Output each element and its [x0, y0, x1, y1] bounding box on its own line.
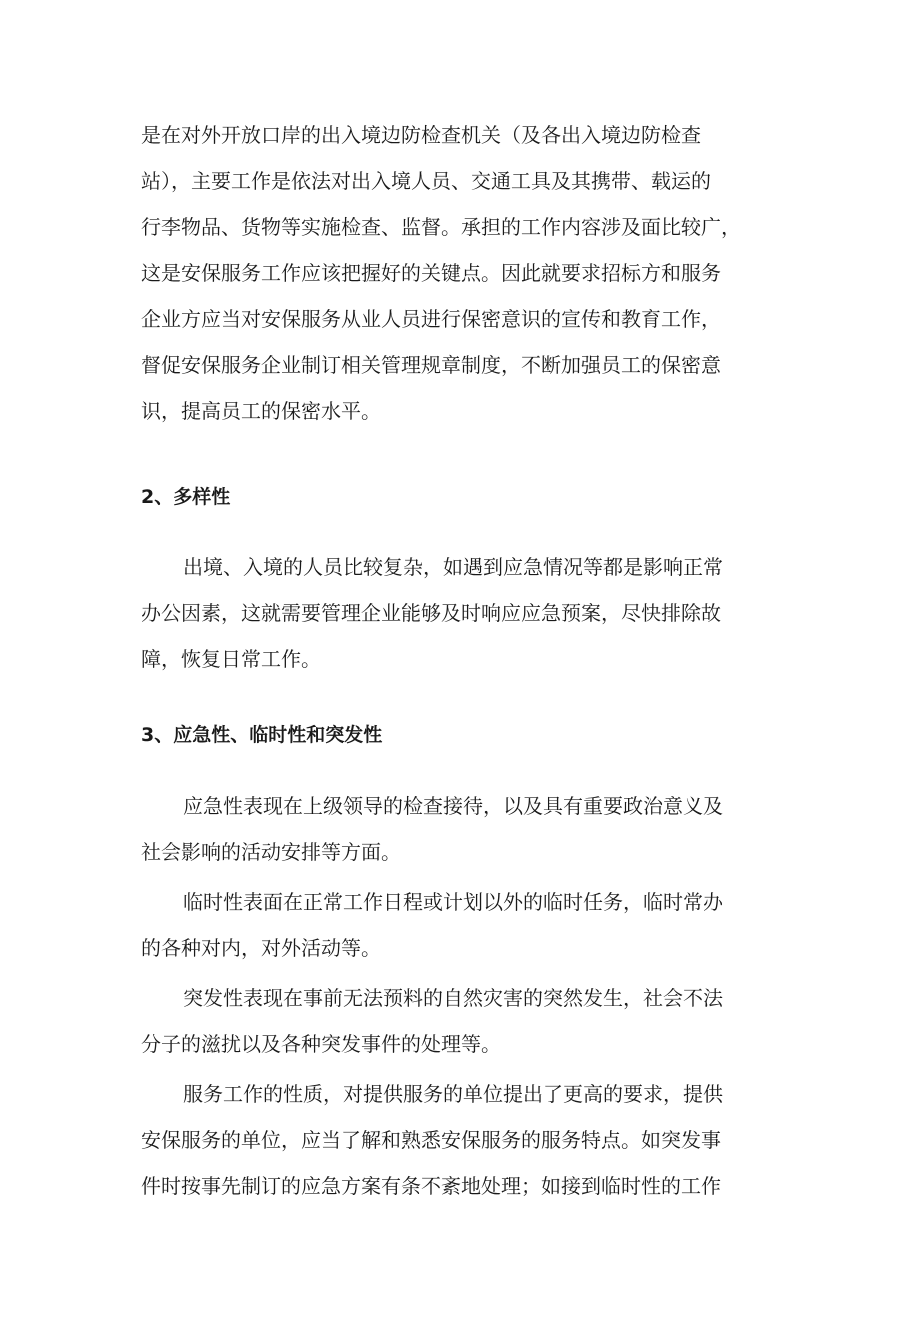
text-line: 行李物品、货物等实施检查、监督。承担的工作内容涉及面比较广，	[141, 215, 741, 239]
text-line: 临时性表面在正常工作日程或计划以外的临时任务，临时常办	[183, 890, 723, 914]
text-line: 分子的滋扰以及各种突发事件的处理等。	[141, 1032, 501, 1056]
text-line: 企业方应当对安保服务从业人员进行保密意识的宣传和教育工作，	[141, 307, 721, 331]
paragraph-sudden	[141, 975, 781, 1067]
paragraph-diversity	[141, 544, 781, 682]
text-line: 社会影响的活动安排等方面。	[141, 840, 401, 864]
text-line: 办公因素，这就需要管理企业能够及时响应应急预案，尽快排除故	[141, 601, 721, 625]
section-heading-emergency: 3、应急性、临时性和突发性	[141, 724, 383, 746]
text-line: 的各种对内，对外活动等。	[141, 936, 381, 960]
paragraph-service-nature	[141, 1071, 781, 1209]
text-line: 站），主要工作是依法对出入境人员、交通工具及其携带、载运的	[141, 169, 711, 193]
text-line: 突发性表现在事前无法预料的自然灾害的突然发生，社会不法	[183, 986, 723, 1010]
section-heading-diversity: 2、多样性	[141, 486, 231, 508]
text-line: 出境、入境的人员比较复杂，如遇到应急情况等都是影响正常	[183, 555, 723, 579]
paragraph-temporary	[141, 879, 781, 971]
text-line: 这是安保服务工作应该把握好的关键点。因此就要求招标方和服务	[141, 261, 721, 285]
text-line: 服务工作的性质，对提供服务的单位提出了更高的要求，提供	[183, 1082, 723, 1106]
text-line: 识，提高员工的保密水平。	[141, 399, 381, 423]
paragraph-intro	[141, 112, 781, 434]
paragraph-emergency	[141, 783, 781, 875]
text-line: 应急性表现在上级领导的检查接待，以及具有重要政治意义及	[183, 794, 723, 818]
text-line: 安保服务的单位，应当了解和熟悉安保服务的服务特点。如突发事	[141, 1128, 721, 1152]
text-line: 督促安保服务企业制订相关管理规章制度，不断加强员工的保密意	[141, 353, 721, 377]
text-line: 障，恢复日常工作。	[141, 647, 321, 671]
text-line: 是在对外开放口岸的出入境边防检查机关（及各出入境边防检查	[141, 123, 701, 147]
text-line: 件时按事先制订的应急方案有条不紊地处理；如接到临时性的工作	[141, 1174, 721, 1198]
